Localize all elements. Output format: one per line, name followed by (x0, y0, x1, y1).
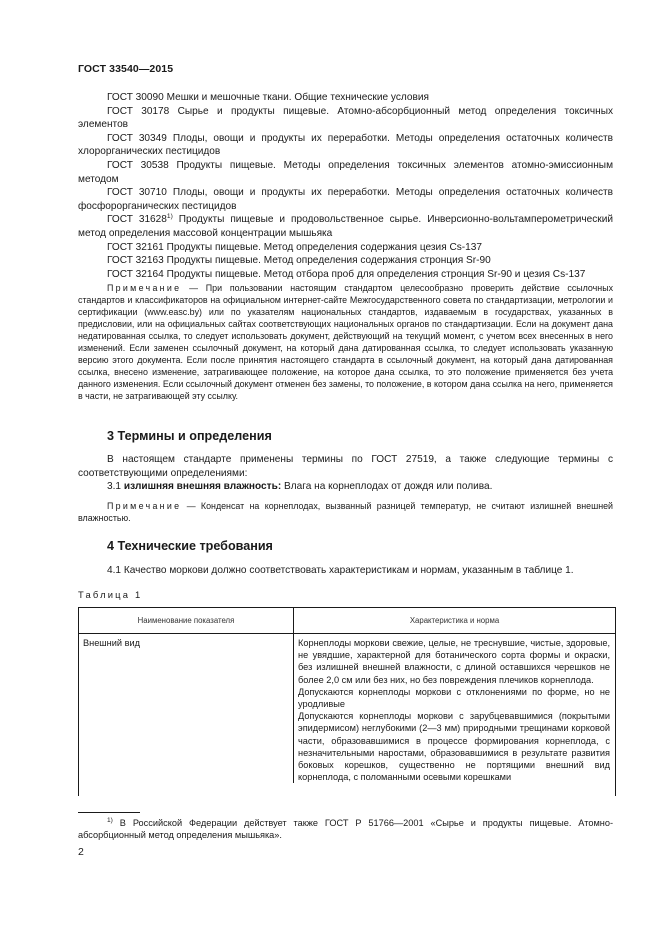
reference-item: ГОСТ 31628$^{1)}$ Продукты пищевые и продовольственное сырье. Инверсионно-вольтамперометрический метод определения массовой концентрации мышьяка (78, 213, 613, 239)
footnote: $^{1)}$ В Российской Федерации действует также ГОСТ Р 51766—2001 «Сырье и продукты пищевые. Атомно-абсорбционный метод определения мышьяка». (78, 817, 614, 841)
table-caption: Таблица 1 (78, 589, 143, 600)
table-header-characteristic: Характеристика и норма (294, 608, 616, 634)
reference-item: ГОСТ 30090 Мешки и мешочные ткани. Общие технические условия (107, 92, 429, 103)
reference-item: ГОСТ 32161 Продукты пищевые. Метод определения содержания цезия Cs-137 (107, 241, 483, 253)
reference-item: ГОСТ 30538 Продукты пищевые. Методы определения токсичных элементов атомно-эмиссионным методом (78, 159, 614, 185)
section-4-heading: 4 Технические требования (107, 539, 273, 553)
section-3-heading: 3 Термины и определения (107, 429, 272, 443)
footnote-divider (78, 812, 140, 813)
clause-4-1: 4.1 Качество моркови должно соответствовать характеристикам и нормам, указанным в таблице 1. (107, 565, 574, 576)
page-number: 2 (78, 846, 84, 858)
quality-table (78, 607, 616, 796)
section-3-intro: В настоящем стандарте применены термины по ГОСТ 27519, а также следующие термины с соответствующими определениями: (78, 454, 613, 479)
reference-item: ГОСТ 30349 Плоды, овощи и продукты их переработки. Методы определения остаточных количеств хлорорганических пестицидов (78, 132, 613, 158)
term-note: Примечание — Конденсат на корнеплодах, вызванный разницей температур, не считают излишней внешней влажностью. (78, 501, 613, 523)
term-definition: 3.1 излишняя внешняя влажность: Влага на корнеплодах от дождя или полива. (107, 481, 493, 492)
indicator-cell: Внешний вид (79, 634, 294, 784)
reference-item: ГОСТ 32164 Продукты пищевые. Метод отбора проб для определения стронция Sr-90 и цезия Cs-137 (107, 268, 586, 280)
normative-references-list (78, 91, 613, 281)
document-code-header: ГОСТ 33540—2015 (78, 63, 174, 75)
table-header-indicator: Наименование показателя (79, 608, 294, 634)
note-text: — При пользовании настоящим стандартом целесообразно проверить действие ссылочных стандартов и классификаторов на официальном интернет-сайте Межгосударственного совета по стандартизации, метрологии и сертификации (www.easc.by) или по указателям национальных стандартов, издаваемым в государствах, указанных в предисловии, или на официальных сайтах соответствующих национальных органов по стандартизации. Если на документ дана недатированная ссылка, то следует использовать документ, действующий на текущий момент, с учетом всех внесенных в него изменений. Если заменен ссылочный документ, на который дана датированная ссылка, то следует использовать указанную версию этого документа. Если после принятия настоящего стандарта в ссылочный документ, на который дана датированная ссылка, внесено изменение, затрагивающее положение, на которое дана ссылка, то это положение применяется без учета данного изменения. Если ссылочный документ отменен без замены, то положение, в котором дана ссылка на него, применяется в части, не затрагивающей эту ссылку. (78, 283, 614, 401)
reference-item: ГОСТ 30178 Сырье и продукты пищевые. Атомно-абсорбционный метод определения токсичных элементов (78, 105, 613, 131)
table-row (79, 634, 615, 784)
references-note (78, 282, 613, 402)
note-label: Примечание (107, 283, 182, 293)
footnote-marker: 1) (166, 213, 173, 221)
reference-item: ГОСТ 32163 Продукты пищевые. Метод определения содержания стронция Sr-90 (107, 255, 491, 267)
characteristic-cell: Корнеплоды моркови свежие, целые, не треснувшие, чистые, здоровые, не увядшие, характерной для ботанического сорта формы и окраски, без излишней внешней влажности, с длиной оставшихся черешков не более 2,0 см или без них, но без повреждения плечиков корнеплода. Допускаются корнеплоды моркови с отклонениями по форме, но не уродливые Допускаются корнеплоды моркови с зарубцевавшимися (покрытыми эпидермисом) неглубокими (2—3 мм) природными трещинами корковой части, образовавшимися в процессе формирования корнеплода, с незначительными наростами, образовавшимися в результате развития боковых корешков, существенно не портящими внешний вид корнеплода, с поломанными осевыми корешками (298, 638, 610, 783)
term-name: излишняя внешняя влажность: (123, 481, 282, 492)
reference-item: ГОСТ 30710 Плоды, овощи и продукты их переработки. Методы определения остаточных количеств фосфорорганических пестицидов (78, 187, 613, 212)
